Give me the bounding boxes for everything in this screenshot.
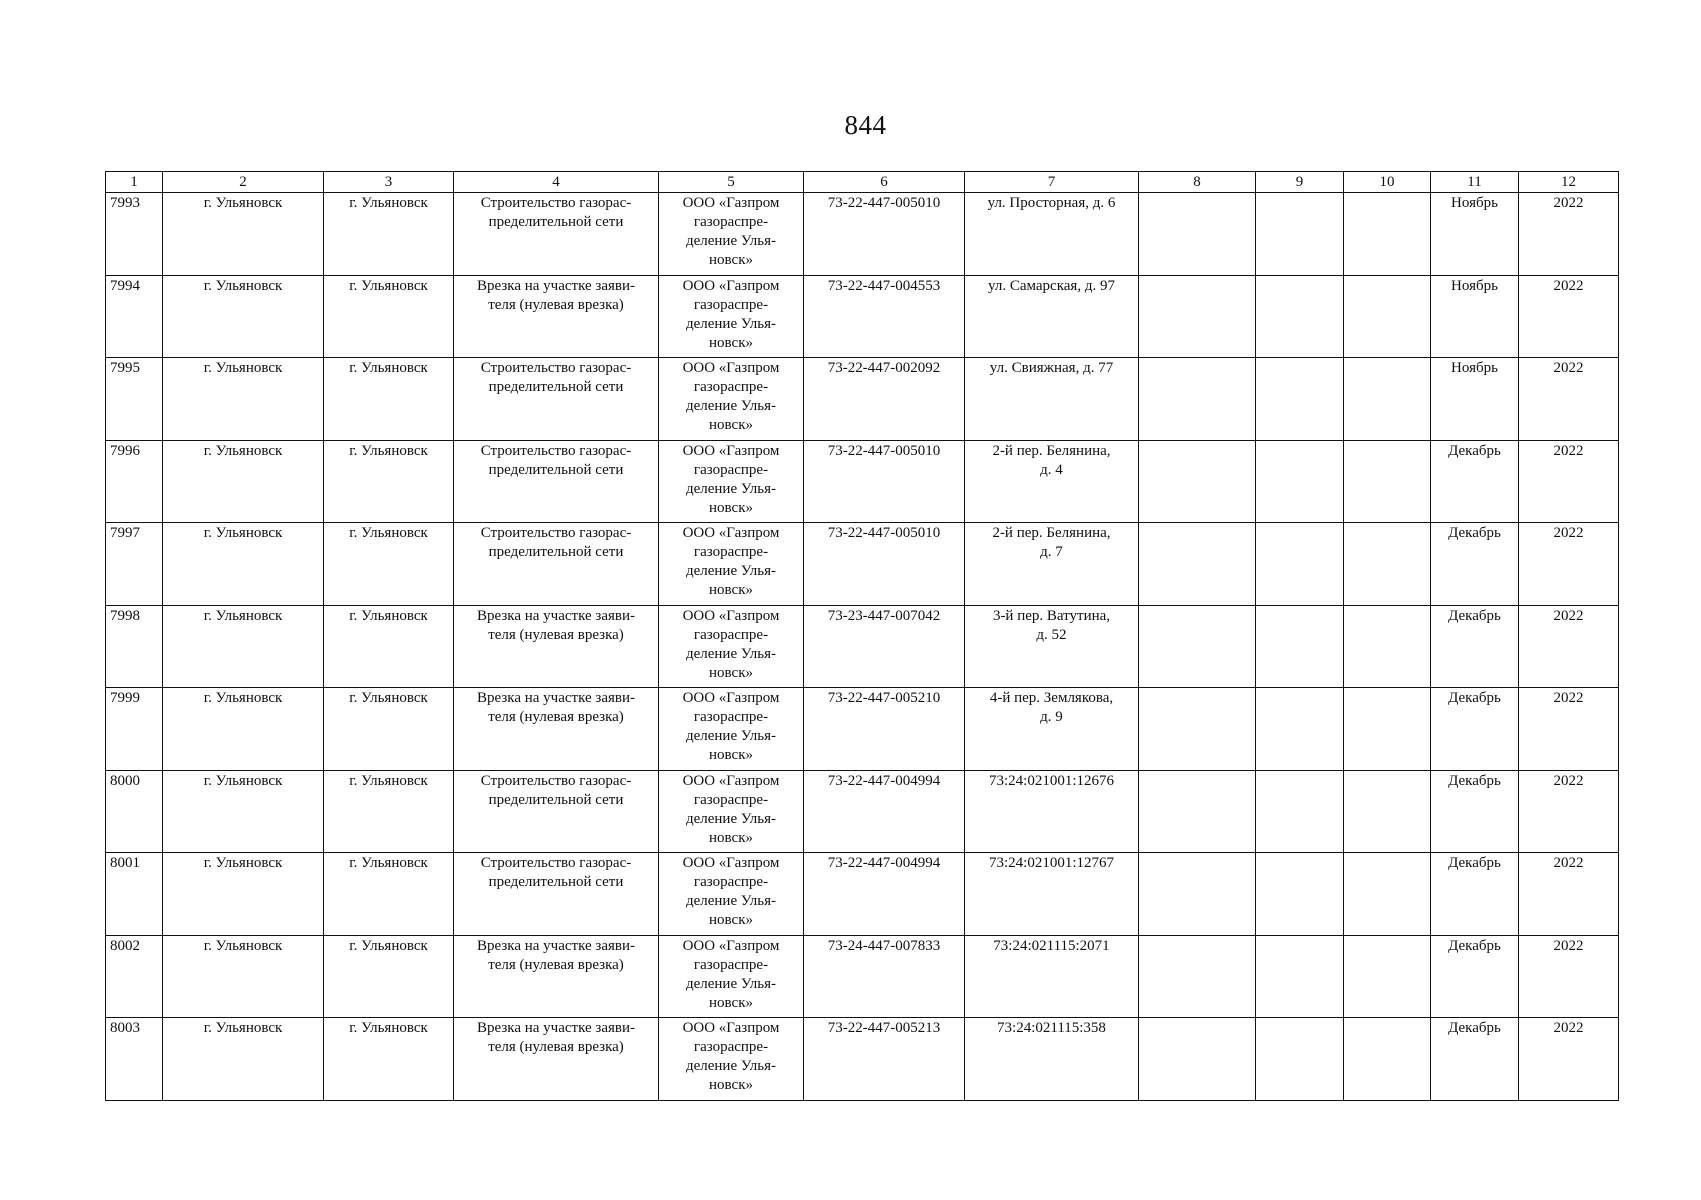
cell-settlement: г. Ульяновск (324, 688, 454, 771)
cell-col10 (1344, 193, 1431, 276)
header-row (106, 172, 1619, 193)
cell-settlement: г. Ульяновск (324, 275, 454, 358)
cell-col8 (1139, 688, 1256, 771)
cell-work-type: Врезка на участке заяви- теля (нулевая врезка) (454, 935, 659, 1018)
cell-municipality: г. Ульяновск (163, 605, 324, 688)
cell-settlement: г. Ульяновск (324, 358, 454, 441)
cell-col10 (1344, 853, 1431, 936)
column-header-9: 9 (1256, 172, 1344, 193)
cell-municipality: г. Ульяновск (163, 193, 324, 276)
cell-number: 7993 (106, 193, 163, 276)
table-row (106, 1018, 1619, 1101)
cell-address: 2-й пер. Белянина, д. 7 (965, 523, 1139, 606)
table-header (106, 172, 1619, 193)
cell-col9 (1256, 440, 1344, 523)
cell-col8 (1139, 935, 1256, 1018)
cell-settlement: г. Ульяновск (324, 440, 454, 523)
cell-municipality: г. Ульяновск (163, 770, 324, 853)
cell-year: 2022 (1519, 358, 1619, 441)
cell-municipality: г. Ульяновск (163, 1018, 324, 1101)
cell-address: 73:24:021115:358 (965, 1018, 1139, 1101)
cell-municipality: г. Ульяновск (163, 440, 324, 523)
column-header-1: 1 (106, 172, 163, 193)
cell-col8 (1139, 440, 1256, 523)
cell-col8 (1139, 605, 1256, 688)
cell-organization: ООО «Газпром газораспре- деление Улья- новск» (659, 935, 804, 1018)
cell-col10 (1344, 605, 1431, 688)
cell-month: Декабрь (1431, 688, 1519, 771)
cell-request-id: 73-22-447-004553 (804, 275, 965, 358)
cell-year: 2022 (1519, 440, 1619, 523)
table-row (106, 688, 1619, 771)
cell-request-id: 73-22-447-004994 (804, 853, 965, 936)
cell-work-type: Врезка на участке заяви- теля (нулевая врезка) (454, 1018, 659, 1101)
cell-address: 73:24:021001:12767 (965, 853, 1139, 936)
cell-col9 (1256, 688, 1344, 771)
cell-number: 7994 (106, 275, 163, 358)
cell-year: 2022 (1519, 275, 1619, 358)
cell-month: Ноябрь (1431, 193, 1519, 276)
column-header-5: 5 (659, 172, 804, 193)
cell-month: Декабрь (1431, 605, 1519, 688)
cell-col8 (1139, 275, 1256, 358)
cell-work-type: Строительство газорас- пределительной сети (454, 440, 659, 523)
cell-address: 73:24:021115:2071 (965, 935, 1139, 1018)
cell-col10 (1344, 1018, 1431, 1101)
cell-col10 (1344, 440, 1431, 523)
cell-municipality: г. Ульяновск (163, 275, 324, 358)
cell-settlement: г. Ульяновск (324, 605, 454, 688)
table-row (106, 358, 1619, 441)
table-row (106, 770, 1619, 853)
cell-settlement: г. Ульяновск (324, 935, 454, 1018)
cell-col9 (1256, 1018, 1344, 1101)
cell-address: 3-й пер. Ватутина, д. 52 (965, 605, 1139, 688)
cell-col9 (1256, 605, 1344, 688)
cell-address: ул. Самарская, д. 97 (965, 275, 1139, 358)
cell-organization: ООО «Газпром газораспре- деление Улья- новск» (659, 688, 804, 771)
cell-request-id: 73-22-447-005010 (804, 193, 965, 276)
column-header-8: 8 (1139, 172, 1256, 193)
cell-request-id: 73-22-447-004994 (804, 770, 965, 853)
cell-month: Декабрь (1431, 935, 1519, 1018)
cell-organization: ООО «Газпром газораспре- деление Улья- новск» (659, 523, 804, 606)
cell-col10 (1344, 523, 1431, 606)
page-number: 844 (844, 110, 887, 140)
cell-organization: ООО «Газпром газораспре- деление Улья- новск» (659, 275, 804, 358)
cell-col8 (1139, 1018, 1256, 1101)
cell-col10 (1344, 275, 1431, 358)
register-table (105, 171, 1619, 1101)
cell-work-type: Строительство газорас- пределительной сети (454, 853, 659, 936)
cell-col9 (1256, 770, 1344, 853)
cell-municipality: г. Ульяновск (163, 853, 324, 936)
cell-request-id: 73-23-447-007042 (804, 605, 965, 688)
cell-organization: ООО «Газпром газораспре- деление Улья- новск» (659, 440, 804, 523)
cell-year: 2022 (1519, 853, 1619, 936)
cell-municipality: г. Ульяновск (163, 523, 324, 606)
cell-address: ул. Свияжная, д. 77 (965, 358, 1139, 441)
cell-address: 4-й пер. Землякова, д. 9 (965, 688, 1139, 771)
table-row (106, 935, 1619, 1018)
cell-address: 2-й пер. Белянина, д. 4 (965, 440, 1139, 523)
cell-settlement: г. Ульяновск (324, 853, 454, 936)
cell-number: 7999 (106, 688, 163, 771)
cell-work-type: Врезка на участке заяви- теля (нулевая врезка) (454, 275, 659, 358)
column-header-2: 2 (163, 172, 324, 193)
cell-settlement: г. Ульяновск (324, 193, 454, 276)
table-row (106, 275, 1619, 358)
cell-request-id: 73-22-447-005010 (804, 523, 965, 606)
cell-number: 7998 (106, 605, 163, 688)
column-header-11: 11 (1431, 172, 1519, 193)
cell-col10 (1344, 770, 1431, 853)
cell-settlement: г. Ульяновск (324, 1018, 454, 1101)
cell-work-type: Строительство газорас- пределительной сети (454, 523, 659, 606)
cell-work-type: Строительство газорас- пределительной сети (454, 193, 659, 276)
cell-organization: ООО «Газпром газораспре- деление Улья- новск» (659, 193, 804, 276)
cell-municipality: г. Ульяновск (163, 688, 324, 771)
cell-year: 2022 (1519, 770, 1619, 853)
table-row (106, 605, 1619, 688)
cell-work-type: Врезка на участке заяви- теля (нулевая врезка) (454, 688, 659, 771)
column-header-6: 6 (804, 172, 965, 193)
column-header-4: 4 (454, 172, 659, 193)
cell-number: 7995 (106, 358, 163, 441)
cell-col8 (1139, 853, 1256, 936)
cell-month: Декабрь (1431, 440, 1519, 523)
column-header-12: 12 (1519, 172, 1619, 193)
table-row (106, 523, 1619, 606)
cell-year: 2022 (1519, 688, 1619, 771)
table-row (106, 193, 1619, 276)
cell-col9 (1256, 193, 1344, 276)
column-header-3: 3 (324, 172, 454, 193)
cell-number: 8003 (106, 1018, 163, 1101)
cell-settlement: г. Ульяновск (324, 523, 454, 606)
cell-address: 73:24:021001:12676 (965, 770, 1139, 853)
column-header-7: 7 (965, 172, 1139, 193)
table-row (106, 853, 1619, 936)
cell-col8 (1139, 358, 1256, 441)
cell-col10 (1344, 688, 1431, 771)
cell-request-id: 73-22-447-005210 (804, 688, 965, 771)
column-header-10: 10 (1344, 172, 1431, 193)
cell-request-id: 73-22-447-002092 (804, 358, 965, 441)
cell-col9 (1256, 358, 1344, 441)
cell-col9 (1256, 935, 1344, 1018)
cell-request-id: 73-24-447-007833 (804, 935, 965, 1018)
cell-work-type: Врезка на участке заяви- теля (нулевая врезка) (454, 605, 659, 688)
table-row (106, 440, 1619, 523)
cell-year: 2022 (1519, 1018, 1619, 1101)
cell-organization: ООО «Газпром газораспре- деление Улья- новск» (659, 853, 804, 936)
cell-year: 2022 (1519, 935, 1619, 1018)
cell-number: 8002 (106, 935, 163, 1018)
cell-request-id: 73-22-447-005010 (804, 440, 965, 523)
cell-municipality: г. Ульяновск (163, 935, 324, 1018)
cell-month: Декабрь (1431, 853, 1519, 936)
cell-month: Ноябрь (1431, 275, 1519, 358)
cell-work-type: Строительство газорас- пределительной сети (454, 358, 659, 441)
cell-organization: ООО «Газпром газораспре- деление Улья- новск» (659, 1018, 804, 1101)
cell-work-type: Строительство газорас- пределительной сети (454, 770, 659, 853)
cell-organization: ООО «Газпром газораспре- деление Улья- новск» (659, 770, 804, 853)
cell-month: Декабрь (1431, 770, 1519, 853)
cell-number: 7997 (106, 523, 163, 606)
cell-address: ул. Просторная, д. 6 (965, 193, 1139, 276)
cell-municipality: г. Ульяновск (163, 358, 324, 441)
cell-year: 2022 (1519, 193, 1619, 276)
table-body (106, 193, 1619, 1101)
cell-number: 8001 (106, 853, 163, 936)
cell-col9 (1256, 853, 1344, 936)
cell-col8 (1139, 523, 1256, 606)
cell-month: Декабрь (1431, 523, 1519, 606)
cell-col8 (1139, 770, 1256, 853)
cell-settlement: г. Ульяновск (324, 770, 454, 853)
cell-request-id: 73-22-447-005213 (804, 1018, 965, 1101)
cell-organization: ООО «Газпром газораспре- деление Улья- новск» (659, 358, 804, 441)
cell-month: Ноябрь (1431, 358, 1519, 441)
cell-year: 2022 (1519, 523, 1619, 606)
cell-col9 (1256, 275, 1344, 358)
cell-year: 2022 (1519, 605, 1619, 688)
cell-month: Декабрь (1431, 1018, 1519, 1101)
cell-col9 (1256, 523, 1344, 606)
cell-organization: ООО «Газпром газораспре- деление Улья- новск» (659, 605, 804, 688)
cell-number: 7996 (106, 440, 163, 523)
cell-col8 (1139, 193, 1256, 276)
cell-col10 (1344, 935, 1431, 1018)
cell-number: 8000 (106, 770, 163, 853)
cell-col10 (1344, 358, 1431, 441)
